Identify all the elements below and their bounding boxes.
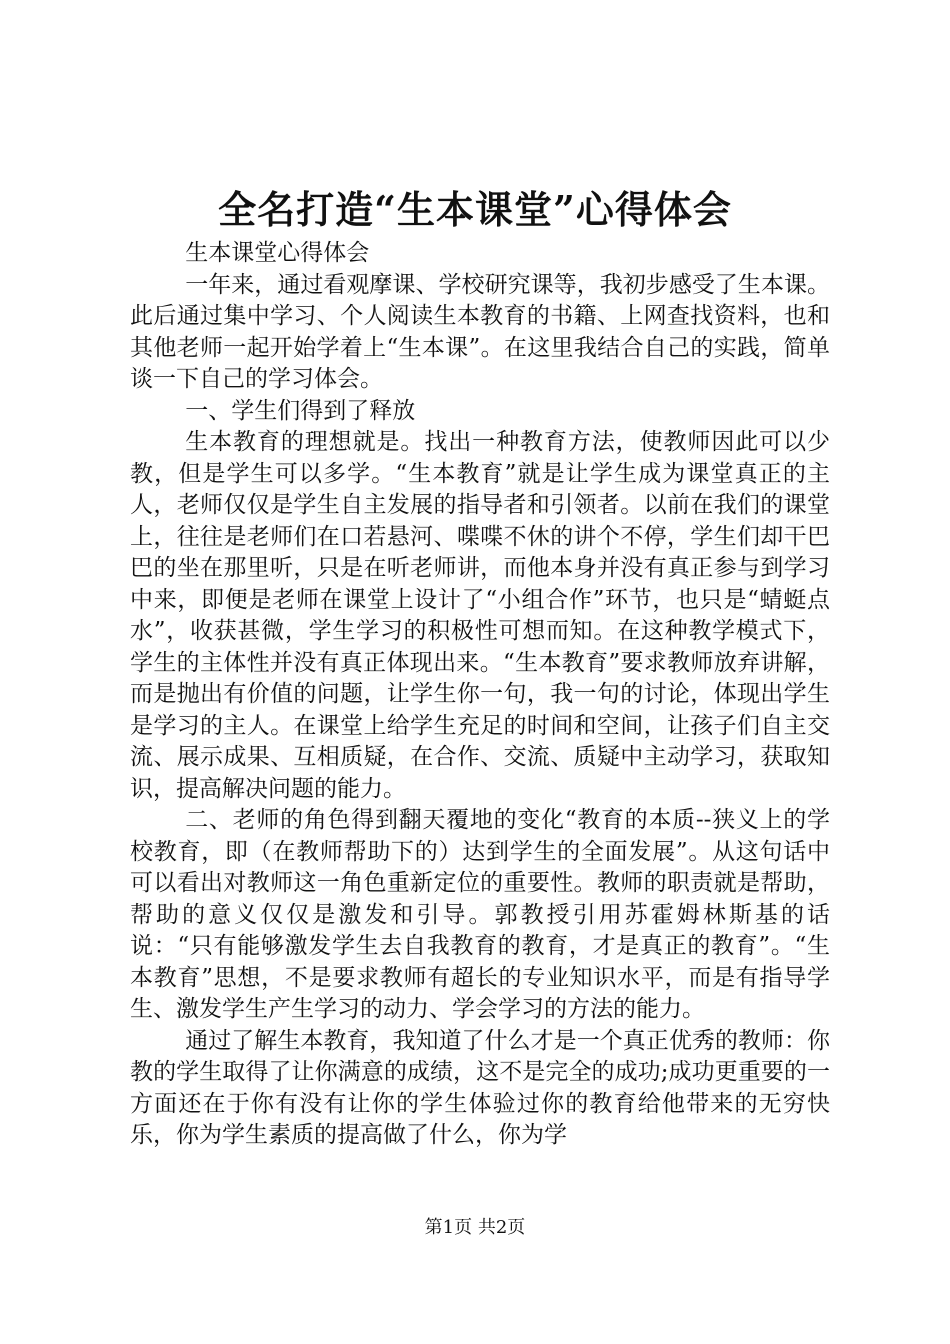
section-heading-1: 一、学生们得到了释放: [185, 397, 416, 424]
subtitle-paragraph: 生本课堂心得体会: [185, 240, 370, 266]
intro-paragraph: 一年来，通过看观摩课、学校研究课等，我初步感受了生本课。此后通过集中学习、个人阅读生本教育的书籍、上网查找资料，也和其他老师一起开始学着上“生本课”。在这里我结合自己的实践，简单谈一下自己的学习体会。: [130, 271, 830, 392]
closing-paragraph: 通过了解生本教育，我知道了什么才是一个真正优秀的教师：你教的学生取得了让你满意的成绩，这不是完全的成功;成功更重要的一方面还在于你有没有让你的学生体验过你的教育给他带来的无穷快乐，你为学生素质的提高做了什么，你为学: [130, 1027, 830, 1148]
document-title: 全名打造“生本课堂”心得体会: [218, 187, 732, 232]
section-1-paragraph: 生本教育的理想就是。找出一种教育方法，使教师因此可以少教，但是学生可以多学。“生本教育”就是让学生成为课堂真正的主人，老师仅仅是学生自主发展的指导者和引领者。以前在我们的课堂上，往往是老师们在口若悬河、喋喋不休的讲个不停，学生们却干巴巴的坐在那里听，只是在听老师讲，而他本身并没有真正参与到学习中来，即便是老师在课堂上设计了“小组合作”环节，也只是“蜻蜓点水”，收获甚微，学生学习的积极性可想而知。在这种教学模式下，学生的主体性并没有真正体现出来。“生本教育”要求教师放弃讲解，而是抛出有价值的问题，让学生你一句，我一句的讨论，体现出学生是学习的主人。在课堂上给学生充足的时间和空间，让孩子们自主交流、展示成果、互相质疑，在合作、交流、质疑中主动学习，获取知识，提高解决问题的能力。: [130, 429, 830, 802]
section-2-paragraph: 二、老师的角色得到翻天覆地的变化“教育的本质--狭义上的学校教育，即（在教师帮助下的）达到学生的全面发展”。从这句话中可以看出对教师这一角色重新定位的重要性。教师的职责就是帮助，帮助的意义仅仅是激发和引导。郭教授引用苏霍姆林斯基的话说：“只有能够激发学生去自我教育的教育，才是真正的教育”。“生本教育”思想，不是要求教师有超长的专业知识水平，而是有指导学生、激发学生产生学习的动力、学会学习的方法的能力。: [130, 807, 830, 1022]
document-body: [130, 238, 830, 1152]
page-number-footer: 第1页 共2页: [424, 1217, 526, 1238]
